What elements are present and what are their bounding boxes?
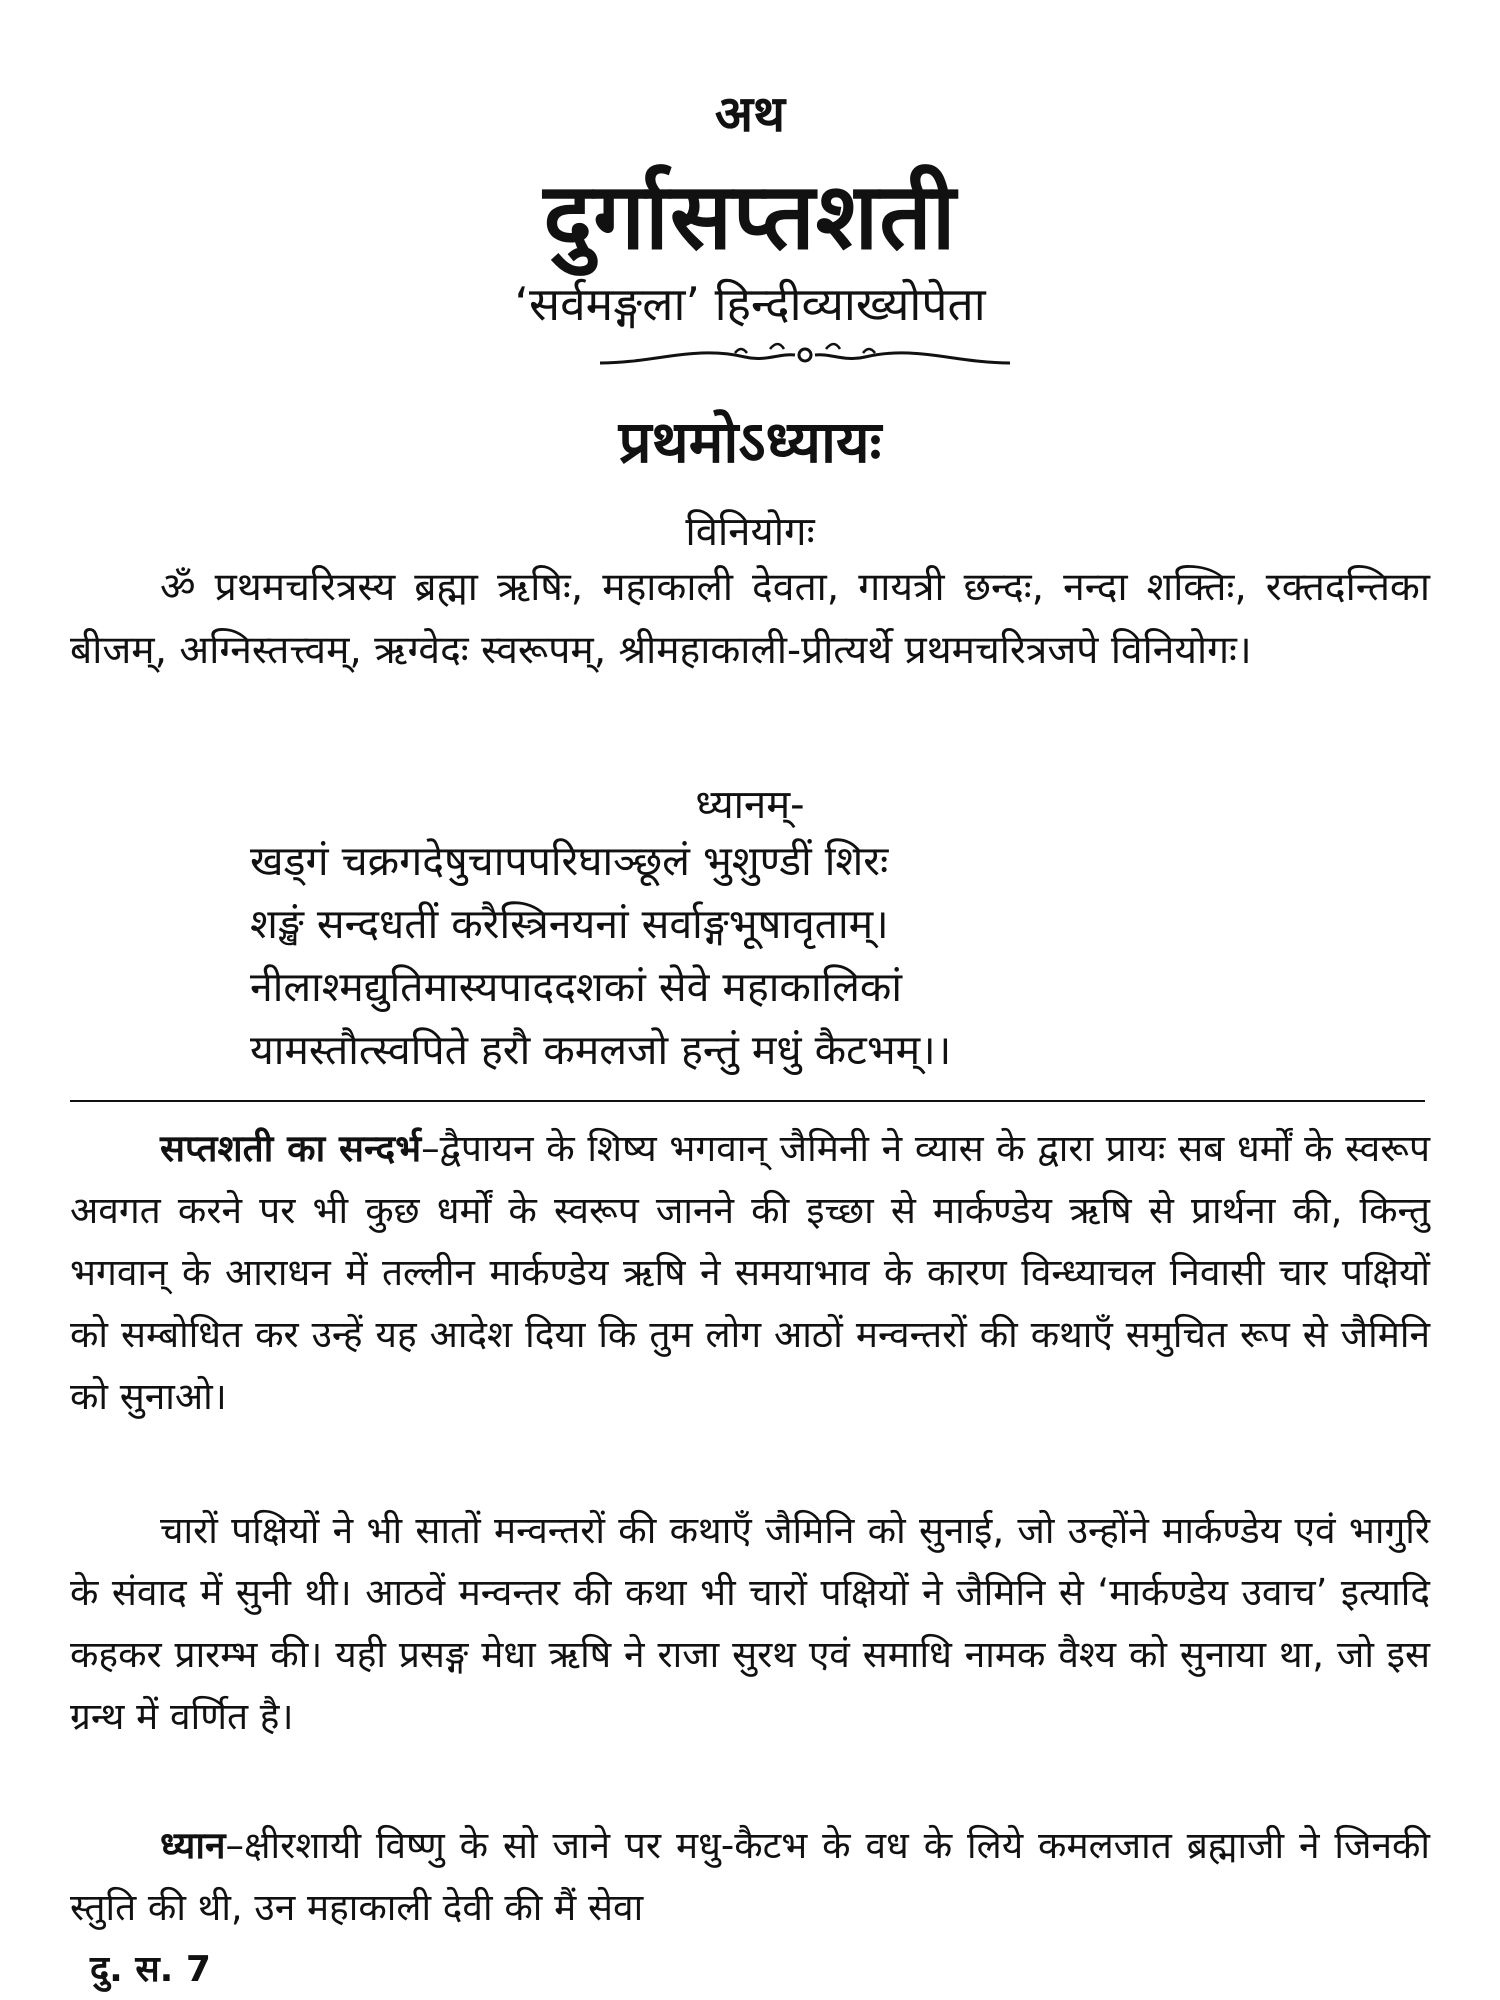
verse-line: नीलाश्मद्युतिमास्यपाददशकां सेवे महाकालिकां: [250, 963, 902, 1011]
section-divider: [70, 1100, 1425, 1102]
viniyog-label: विनियोगः: [685, 509, 815, 555]
book-title: दुर्गासप्तशती: [543, 163, 957, 270]
commentary-text-1: –द्वैपायन के शिष्य भगवान् जैमिनी ने व्यास के द्वारा प्रायः सब धर्मों के स्वरूप अवगत करने पर भी कुछ धर्मों के स्वरूप जानने की इच्छा से मार्कण्डेय ऋषि से प्रार्थना की, किन्तु भगवान् के आराधन में तल्लीन मार्कण्डेय ऋषि ने समयाभाव के कारण विन्ध्याचल निवासी चार पक्षियों को सम्बोधित कर उन्हें यह आदेश दिया कि तुम लोग आठों मन्वन्तरों की कथाएँ समुचित रूप से जैमिनि को सुनाओ।: [70, 1127, 1430, 1418]
dhyanam-verse: [250, 830, 1250, 1082]
page-signature: दु. स. 7: [90, 1949, 211, 1990]
chapter-title: प्रथमोऽध्यायः: [618, 408, 882, 476]
verse-line: शङ्खं सन्दधतीं करैस्त्रिनयनां सर्वाङ्गभूषावृताम्।: [250, 900, 889, 948]
viniyog-text: ॐ प्रथमचरित्रस्य ब्रह्मा ऋषिः, महाकाली देवता, गायत्री छन्दः, नन्दा शक्तिः, रक्तदन्तिका बीजम्, अग्निस्तत्त्वम्, ऋग्वेदः स्वरूपम्, श्रीमहाकाली-प्रीत्यर्थे प्रथमचरित्रजपे विनियोगः।: [70, 565, 1430, 673]
commentary-text-3: –क्षीरशायी विष्णु के सो जाने पर मधु-कैटभ के वध के लिये कमलजात ब्रह्माजी ने जिनकी स्तुति की थी, उन महाकाली देवी की मैं सेवा: [70, 1824, 1430, 1929]
ornament-divider-icon: [595, 335, 1015, 375]
commentary-paragraph-2: चारों पक्षियों ने भी सातों मन्वन्तरों की कथाएँ जैमिनि को सुनाई, जो उन्होंने मार्कण्डेय एवं भागुरि के संवाद में सुनी थी। आठवें मन्वन्तर की कथा भी चारों पक्षियों ने जैमिनि से ‘मार्कण्डेय उवाच’ इत्यादि कहकर प्रारम्भ की। यही प्रसङ्ग मेधा ऋषि ने राजा सुरथ एवं समाधि नामक वैश्य को सुनाया था, जो इस ग्रन्थ में वर्णित है।: [70, 1509, 1430, 1738]
book-subtitle: ‘सर्वमङ्गला’ हिन्दीव्याख्योपेता: [514, 277, 986, 331]
commentary-paragraph-3: [70, 1815, 1430, 1939]
dhyanam-label: ध्यानम्-: [695, 782, 805, 828]
verse-line: खड्गं चक्रगदेषुचापपरिघाञ्छूलं भुशुण्डीं शिरः: [250, 837, 889, 885]
commentary-paragraph-1: [70, 1118, 1430, 1428]
commentary-heading-dhyan: ध्यान: [160, 1824, 226, 1867]
ath-heading: अथ: [714, 85, 786, 143]
verse-line: यामस्तौत्स्वपिते हरौ कमलजो हन्तुं मधुं कैटभम्।।: [250, 1026, 952, 1074]
commentary-heading-saptashati: सप्तशती का सन्दर्भ: [160, 1127, 422, 1170]
